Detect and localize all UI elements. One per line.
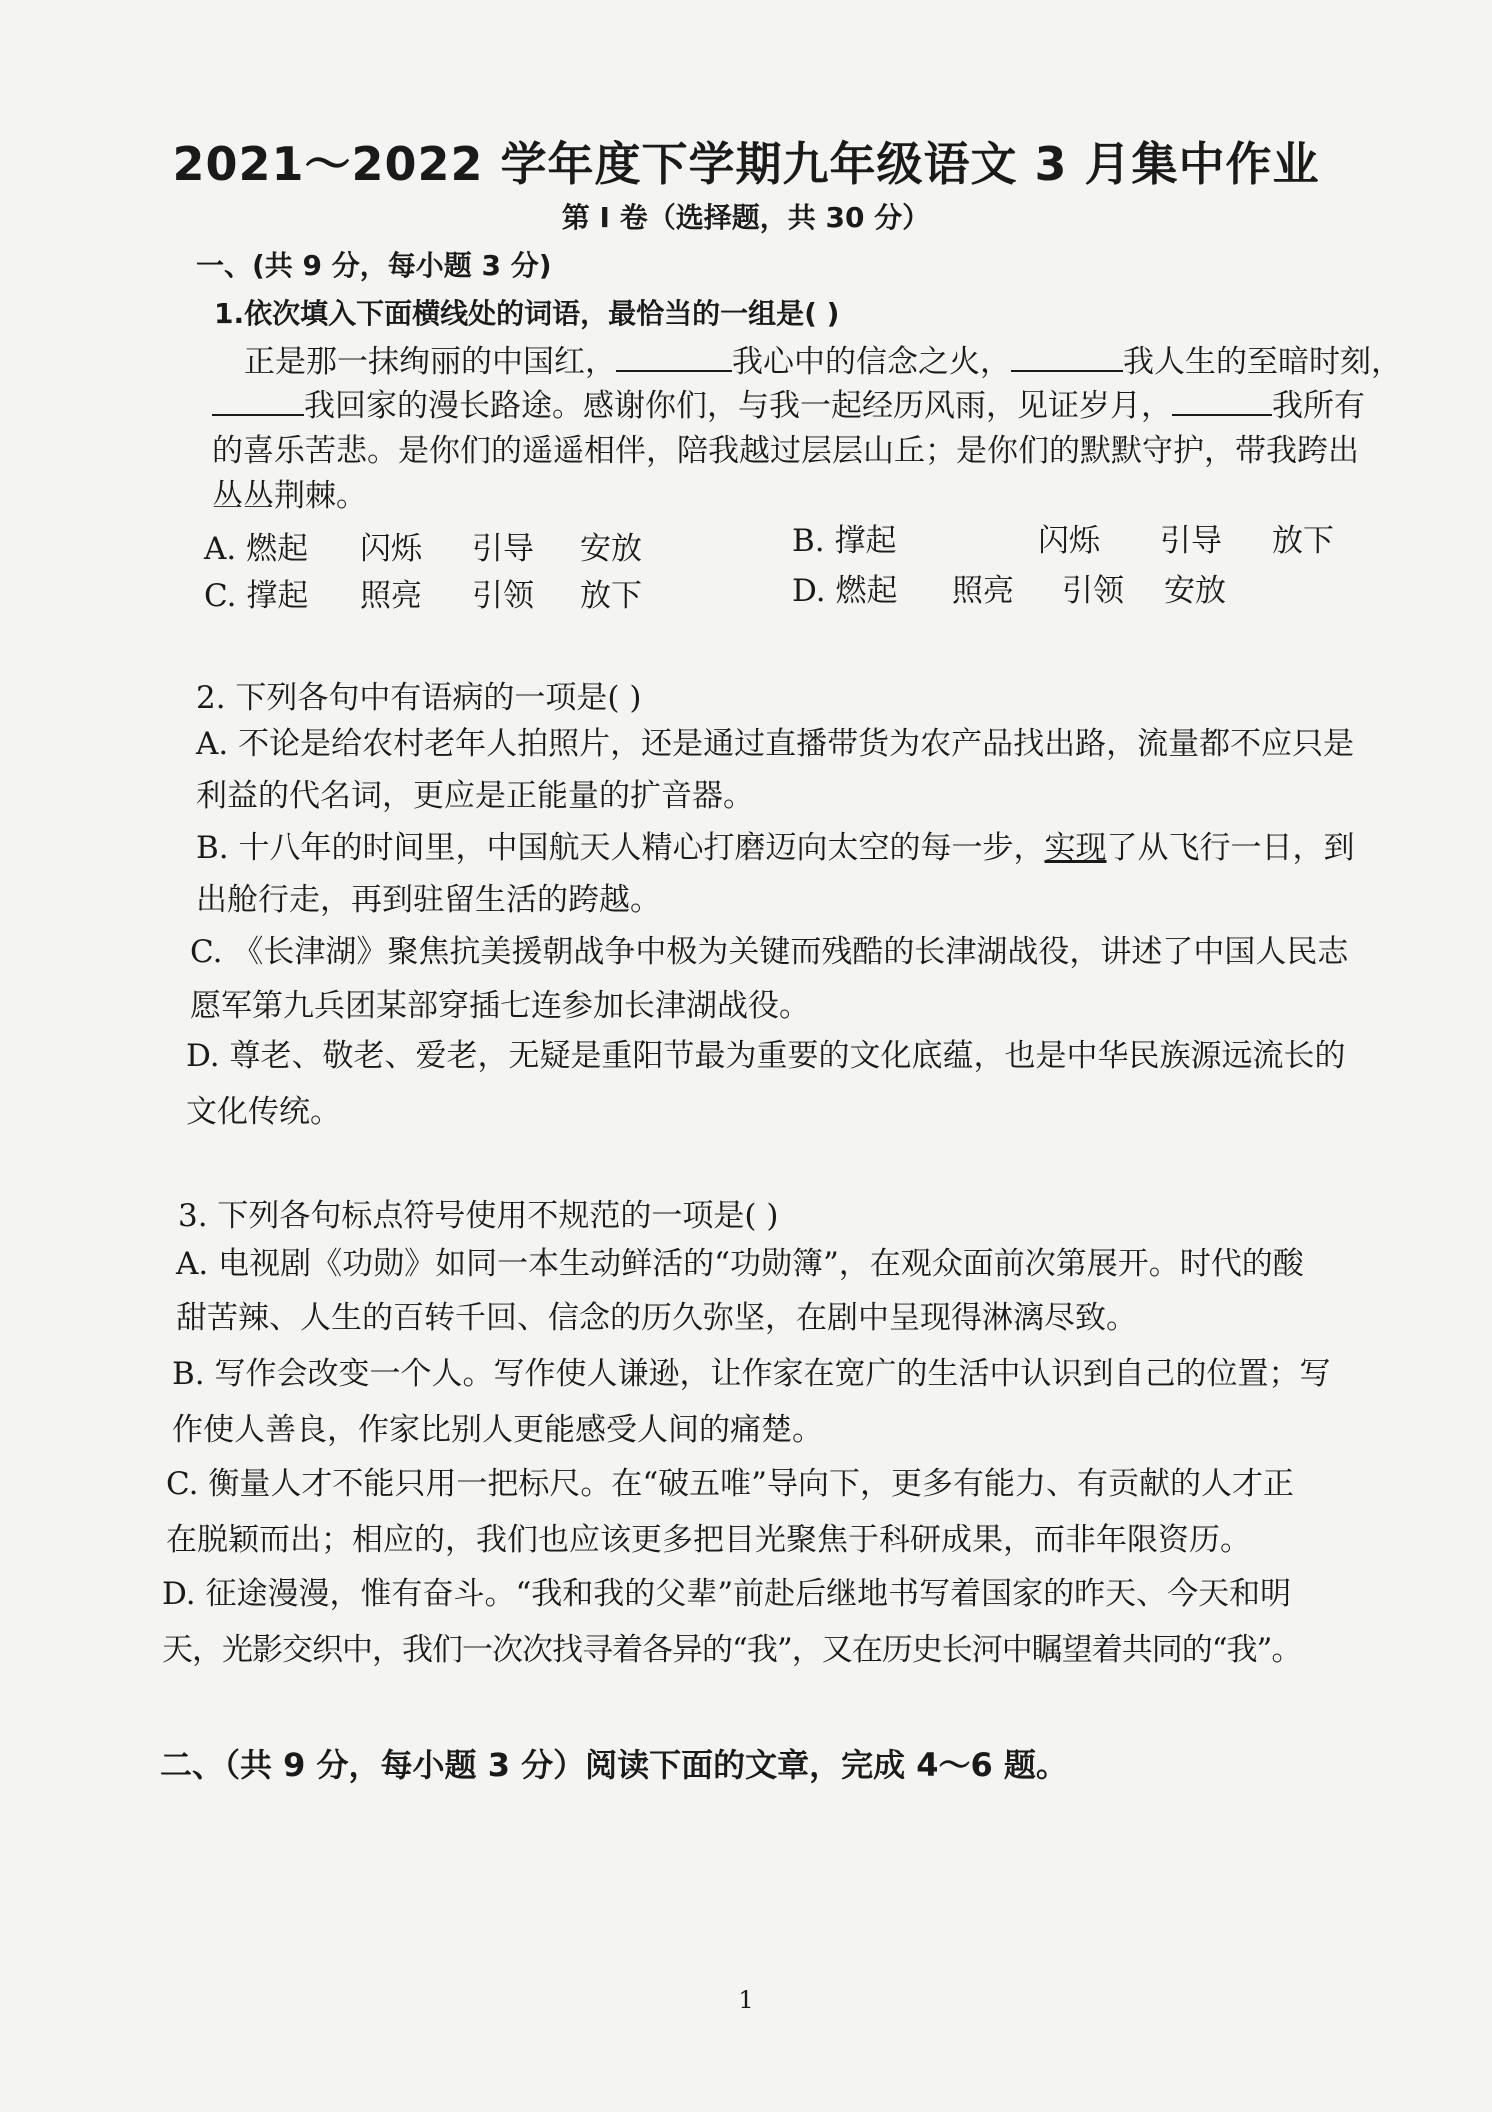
q1-passage-text: 正是那一抹绚丽的中国红， bbox=[244, 344, 616, 380]
section-subtitle: 第 I 卷（选择题，共 30 分） bbox=[561, 201, 931, 234]
q1-passage-line-1 bbox=[244, 336, 1402, 381]
q2-option-b-text: 了从飞行一日，到 bbox=[1106, 830, 1355, 866]
q2-option-c-line-2: 愿军第九兵团某部穿插七连参加长津湖战役。 bbox=[190, 988, 810, 1024]
q3-option-b-line-2: 作使人善良，作家比别人更能感受人间的痛楚。 bbox=[172, 1412, 823, 1448]
answer-blank bbox=[1172, 384, 1272, 416]
option-word: 照亮 bbox=[360, 578, 422, 614]
option-word: C. 撑起 bbox=[204, 578, 309, 614]
page-number: 1 bbox=[738, 1986, 754, 2014]
q2-option-b-line-2: 出舱行走，再到驻留生活的跨越。 bbox=[196, 882, 661, 918]
option-word: 闪烁 bbox=[360, 531, 422, 567]
q1-passage-line-2 bbox=[212, 380, 1365, 425]
option-word: 引导 bbox=[472, 531, 534, 567]
q2-stem: 2. 下列各句中有语病的一项是( ) bbox=[196, 680, 642, 716]
q2-option-a-line-2: 利益的代名词，更应是正能量的扩音器。 bbox=[196, 778, 754, 814]
option-word: 放下 bbox=[1272, 523, 1334, 559]
q3-option-d-line-2: 天，光影交织中，我们一次次找寻着各异的“我”，又在历史长河中瞩望着共同的“我”。 bbox=[162, 1632, 1302, 1668]
option-word: B. 撑起 bbox=[792, 523, 897, 559]
q1-stem: 1.依次填入下面横线处的词语，最恰当的一组是( ) bbox=[214, 297, 840, 330]
q1-option-d bbox=[792, 565, 1226, 610]
part2-heading: 二、（共 9 分，每小题 3 分）阅读下面的文章，完成 4～6 题。 bbox=[160, 1746, 1068, 1784]
option-word: 引导 bbox=[1160, 523, 1222, 559]
q3-option-a-line-1: A. 电视剧《功勋》如同一本生动鲜活的“功勋簿”，在观众面前次第展开。时代的酸 bbox=[176, 1246, 1304, 1282]
option-word: 引领 bbox=[472, 578, 534, 614]
q1-passage-line-4: 丛丛荆棘。 bbox=[212, 478, 367, 514]
q3-option-c-line-1: C. 衡量人才不能只用一把标尺。在“破五唯”导向下，更多有能力、有贡献的人才正 bbox=[166, 1466, 1295, 1502]
q3-option-d-line-1: D. 征途漫漫，惟有奋斗。“我和我的父辈”前赴后继地书写着国家的昨天、今天和明 bbox=[162, 1576, 1292, 1612]
option-word: 放下 bbox=[580, 578, 642, 614]
underlined-word: 实现 bbox=[1044, 830, 1107, 866]
q2-option-c-line-1: C. 《长津湖》聚焦抗美援朝战争中极为关键而残酷的长津湖战役，讲述了中国人民志 bbox=[190, 934, 1349, 970]
q2-option-b-text: B. 十八年的时间里，中国航天人精心打磨迈向太空的每一步， bbox=[196, 830, 1045, 866]
q1-option-c bbox=[204, 570, 642, 615]
q1-passage-text: 我所有 bbox=[1272, 388, 1365, 424]
q2-option-d-line-2: 文化传统。 bbox=[186, 1094, 341, 1130]
answer-blank bbox=[616, 340, 732, 372]
option-word: 安放 bbox=[580, 531, 642, 567]
part1-heading: 一、(共 9 分，每小题 3 分) bbox=[196, 249, 552, 282]
q1-passage-line-3: 的喜乐苦悲。是你们的遥遥相伴，陪我越过层层山丘；是你们的默默守护，带我跨出 bbox=[212, 433, 1359, 469]
q2-option-a-line-1: A. 不论是给农村老年人拍照片，还是通过直播带货为农产品找出路，流量都不应只是 bbox=[196, 726, 1355, 762]
q2-option-b-line-1 bbox=[196, 822, 1355, 867]
option-word: 安放 bbox=[1164, 573, 1226, 609]
q3-option-c-line-2: 在脱颖而出；相应的，我们也应该更多把目光聚焦于科研成果，而非年限资历。 bbox=[166, 1522, 1251, 1558]
answer-blank bbox=[1011, 340, 1123, 372]
q3-option-a-line-2: 甜苦辣、人生的百转千回、信念的历久弥坚，在剧中呈现得淋漓尽致。 bbox=[176, 1300, 1137, 1336]
page-title: 2021～2022 学年度下学期九年级语文 3 月集中作业 bbox=[172, 137, 1320, 191]
q3-stem: 3. 下列各句标点符号使用不规范的一项是( ) bbox=[178, 1198, 779, 1234]
q1-option-a bbox=[204, 523, 642, 568]
option-word: D. 燃起 bbox=[792, 573, 898, 609]
q1-passage-text: 我心中的信念之火， bbox=[732, 344, 1011, 380]
option-word: 照亮 bbox=[952, 573, 1014, 609]
q3-option-b-line-1: B. 写作会改变一个人。写作使人谦逊，让作家在宽广的生活中认识到自己的位置；写 bbox=[172, 1356, 1331, 1392]
q1-option-b bbox=[792, 515, 1334, 560]
q2-option-d-line-1: D. 尊老、敬老、爱老，无疑是重阳节最为重要的文化底蕴，也是中华民族源远流长的 bbox=[186, 1038, 1346, 1074]
option-word: 闪烁 bbox=[1038, 523, 1100, 559]
answer-blank bbox=[212, 384, 304, 416]
q1-passage-text: 我人生的至暗时刻， bbox=[1123, 344, 1402, 380]
option-word: 引领 bbox=[1062, 573, 1124, 609]
option-word: A. 燃起 bbox=[204, 531, 309, 567]
q1-passage-text: 我回家的漫长路途。感谢你们，与我一起经历风雨，见证岁月， bbox=[304, 388, 1172, 424]
